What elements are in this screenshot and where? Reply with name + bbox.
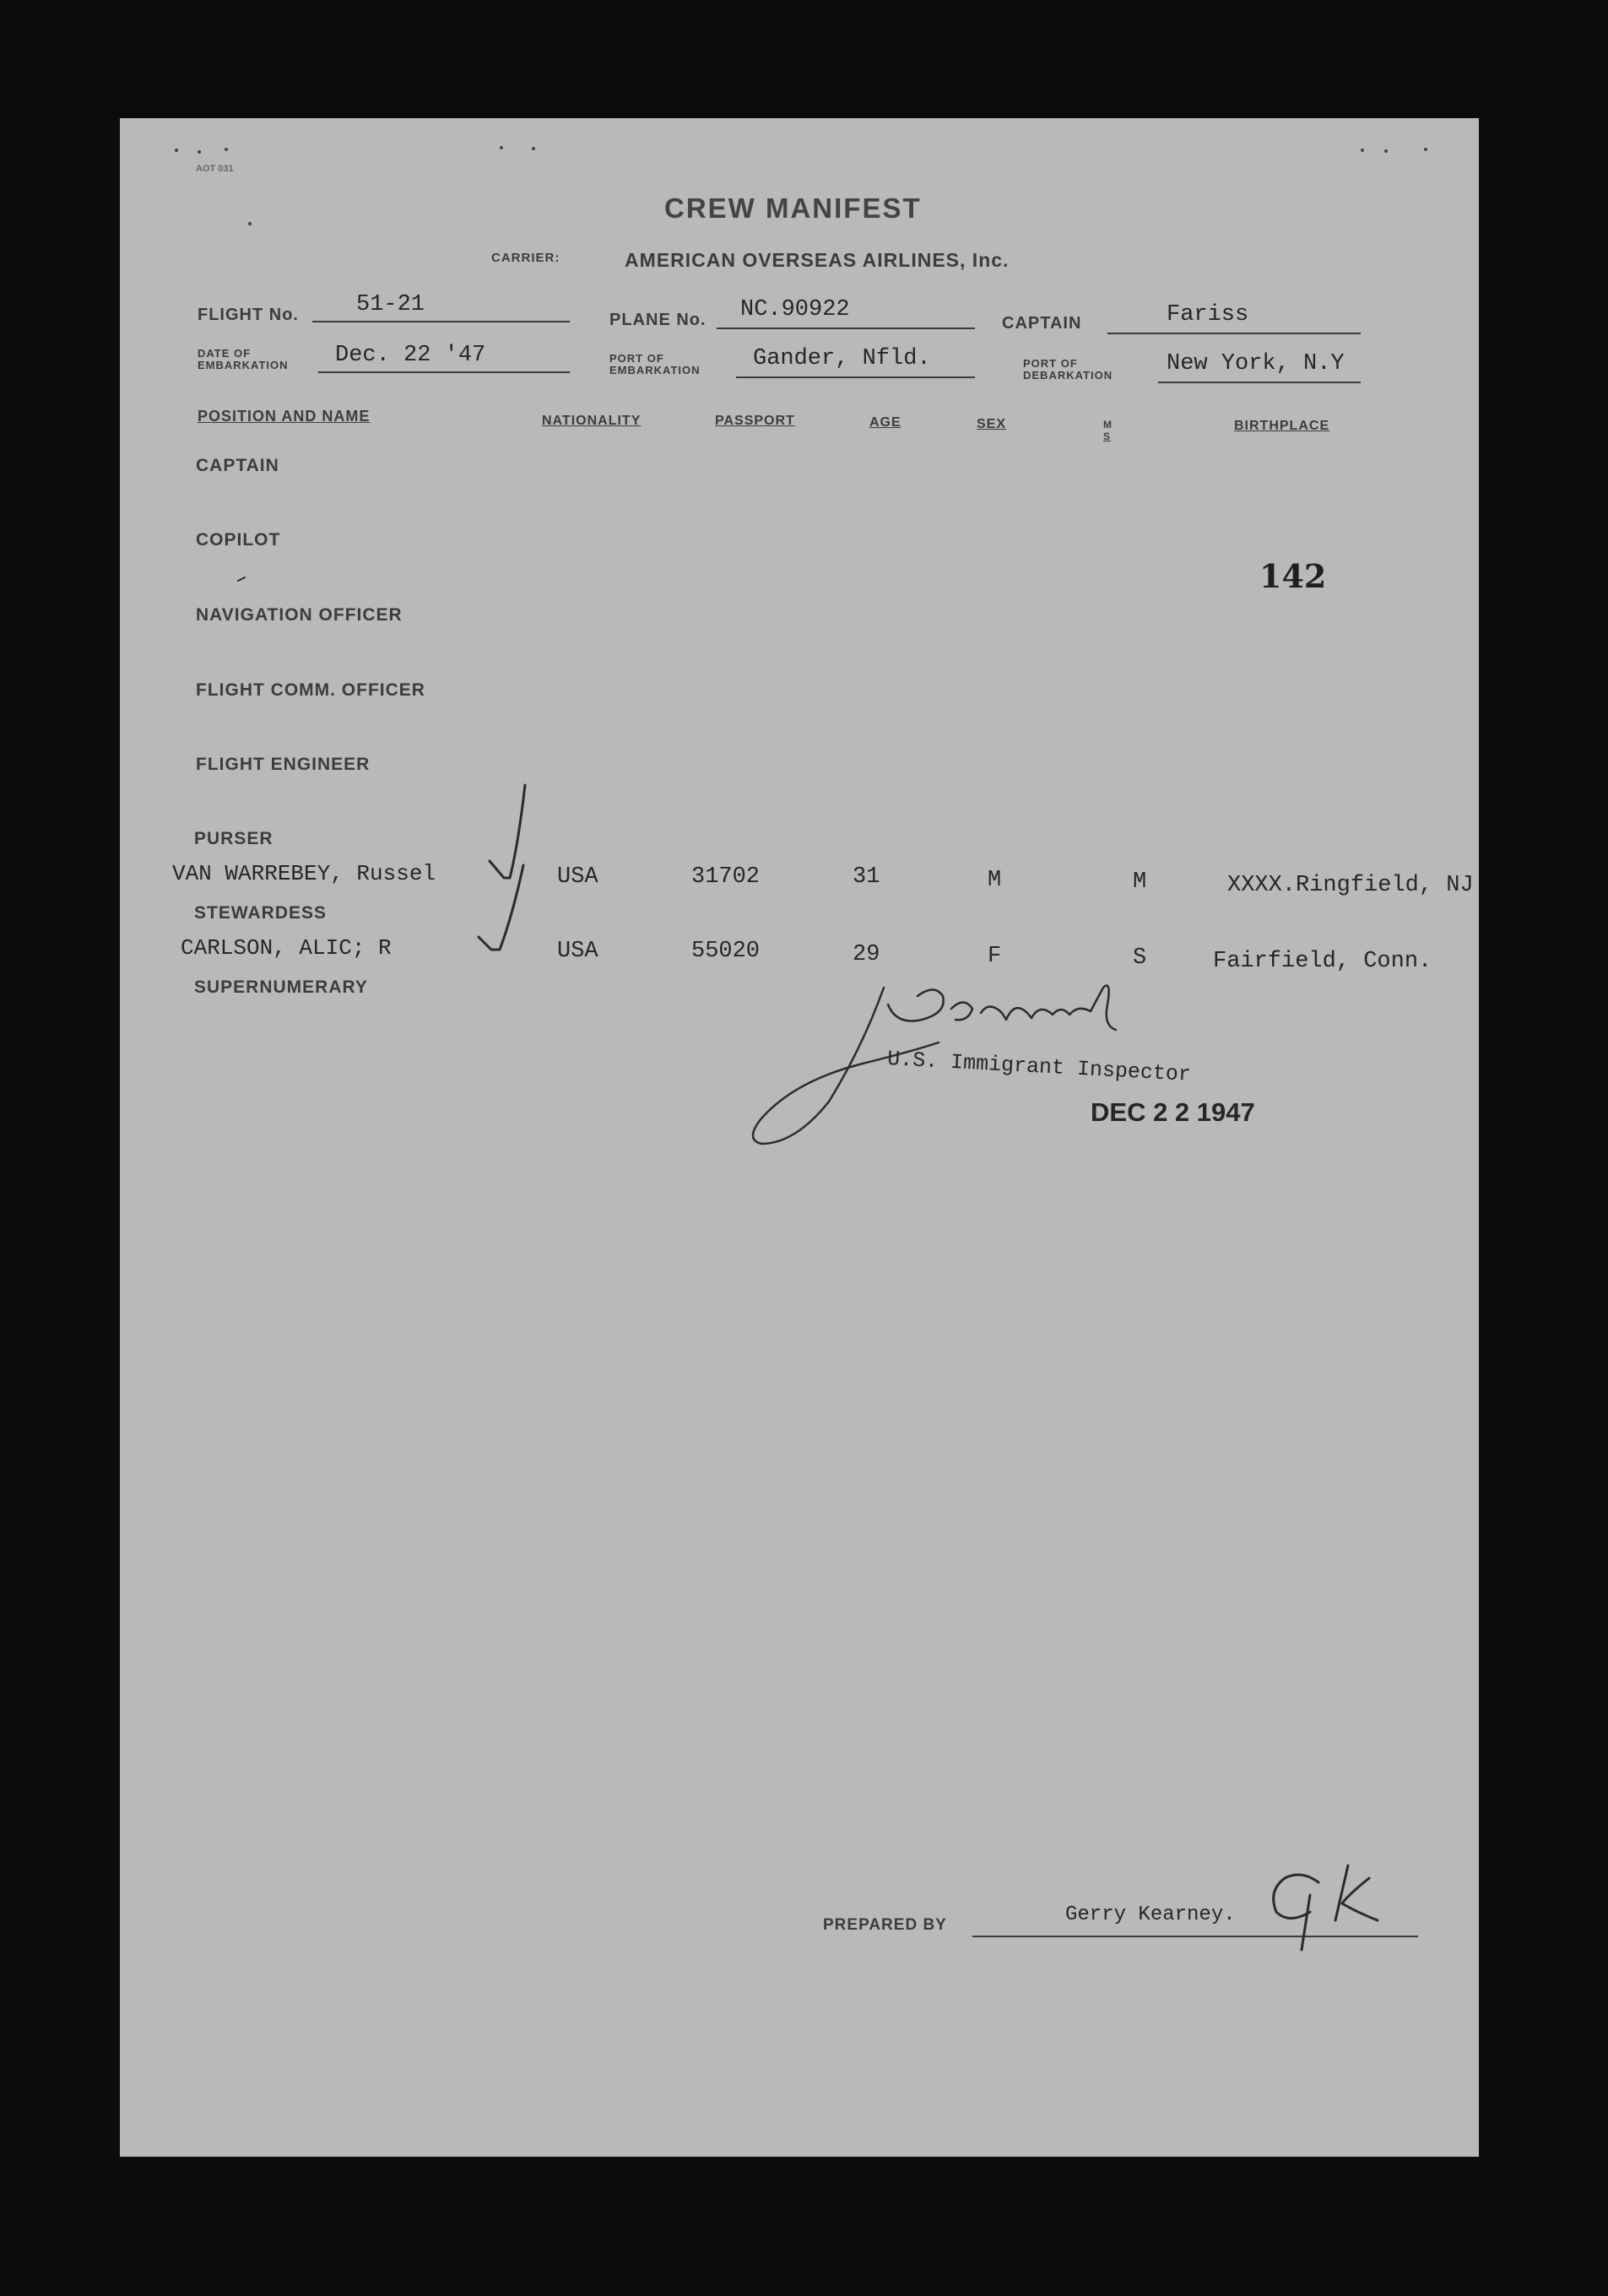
crew-age-1: 31	[853, 864, 880, 890]
prepared-by-name: Gerry Kearney.	[1065, 1903, 1236, 1926]
handwritten-marks	[120, 118, 1479, 2157]
checkmark-icon	[490, 785, 525, 878]
crew-nationality-1: USA	[557, 864, 598, 890]
plane-number: NC.90922	[740, 297, 850, 322]
checkmark-icon	[479, 865, 523, 950]
copilot-mark	[238, 577, 245, 581]
manifest-page	[120, 118, 1479, 2157]
crew-birthplace-2: Fairfield, Conn.	[1213, 949, 1432, 974]
crew-sex-2: F	[988, 944, 1002, 969]
date-label-2: EMBARKATION	[198, 359, 289, 371]
pos-flight-engineer: FLIGHT ENGINEER	[196, 755, 371, 774]
port-emb-label-2: EMBARKATION	[609, 364, 701, 376]
port-of-embarkation: Gander, Nfld.	[753, 346, 931, 371]
crew-passport-1: 31702	[691, 864, 761, 890]
col-passport: PASSPORT	[715, 414, 795, 428]
port-deb-label-1: PORT OF	[1023, 357, 1078, 370]
stamp-date: DEC 2 2 1947	[1091, 1097, 1255, 1127]
crew-sex-1: M	[988, 868, 1002, 893]
crew-passport-2: 55020	[691, 939, 761, 964]
crew-birthplace-1: XXXX.Ringfield, NJ	[1227, 873, 1474, 898]
date-label-1: DATE OF	[198, 347, 252, 360]
pos-stewardess: STEWARDESS	[194, 903, 328, 923]
col-marital-2: S	[1103, 430, 1112, 442]
crew-name-2: CARLSON, ALIC; R	[181, 935, 392, 961]
plane-label: PLANE No.	[609, 311, 707, 329]
pos-captain: CAPTAIN	[196, 456, 279, 475]
port-of-debarkation: New York, N.Y	[1167, 351, 1345, 376]
col-nationality: NATIONALITY	[542, 414, 642, 428]
carrier-label: CARRIER:	[491, 251, 560, 265]
port-deb-label-2: DEBARKATION	[1023, 369, 1113, 382]
col-birthplace: BIRTHPLACE	[1234, 419, 1330, 433]
manifest-title: CREW MANIFEST	[664, 192, 922, 224]
col-sex: SEX	[977, 417, 1007, 431]
crew-nationality-2: USA	[557, 939, 598, 964]
page-number: 142	[1259, 557, 1327, 595]
prepared-by-label: PREPARED BY	[823, 1916, 947, 1934]
form-code: AOT 031	[196, 164, 234, 174]
captain-label: CAPTAIN	[1002, 314, 1082, 333]
embarkation-date: Dec. 22 '47	[335, 343, 486, 368]
col-position-name: POSITION AND NAME	[198, 408, 371, 425]
pos-copilot: COPILOT	[196, 530, 281, 550]
col-marital-1: M	[1103, 419, 1112, 430]
preparer-initials	[1274, 1866, 1378, 1950]
pos-purser: PURSER	[194, 829, 273, 848]
crew-marital-2: S	[1133, 945, 1147, 971]
col-age: AGE	[869, 415, 901, 430]
crew-age-2: 29	[853, 942, 880, 967]
inspector-signature	[753, 986, 1116, 1145]
captain-name: Fariss	[1167, 302, 1249, 328]
carrier-name: AMERICAN OVERSEAS AIRLINES, Inc.	[625, 249, 1010, 271]
pos-flight-comm-officer: FLIGHT COMM. OFFICER	[196, 680, 425, 700]
flight-label: FLIGHT No.	[198, 306, 299, 324]
pos-supernumerary: SUPERNUMERARY	[194, 977, 368, 997]
pos-navigation-officer: NAVIGATION OFFICER	[196, 605, 403, 625]
flight-number: 51-21	[356, 292, 425, 317]
crew-marital-1: M	[1133, 869, 1147, 895]
port-emb-label-1: PORT OF	[609, 352, 664, 365]
inspector-stamp: U.S. Immigrant Inspector	[886, 1047, 1192, 1087]
crew-name-1: VAN WARREBEY, Russel	[172, 861, 436, 886]
